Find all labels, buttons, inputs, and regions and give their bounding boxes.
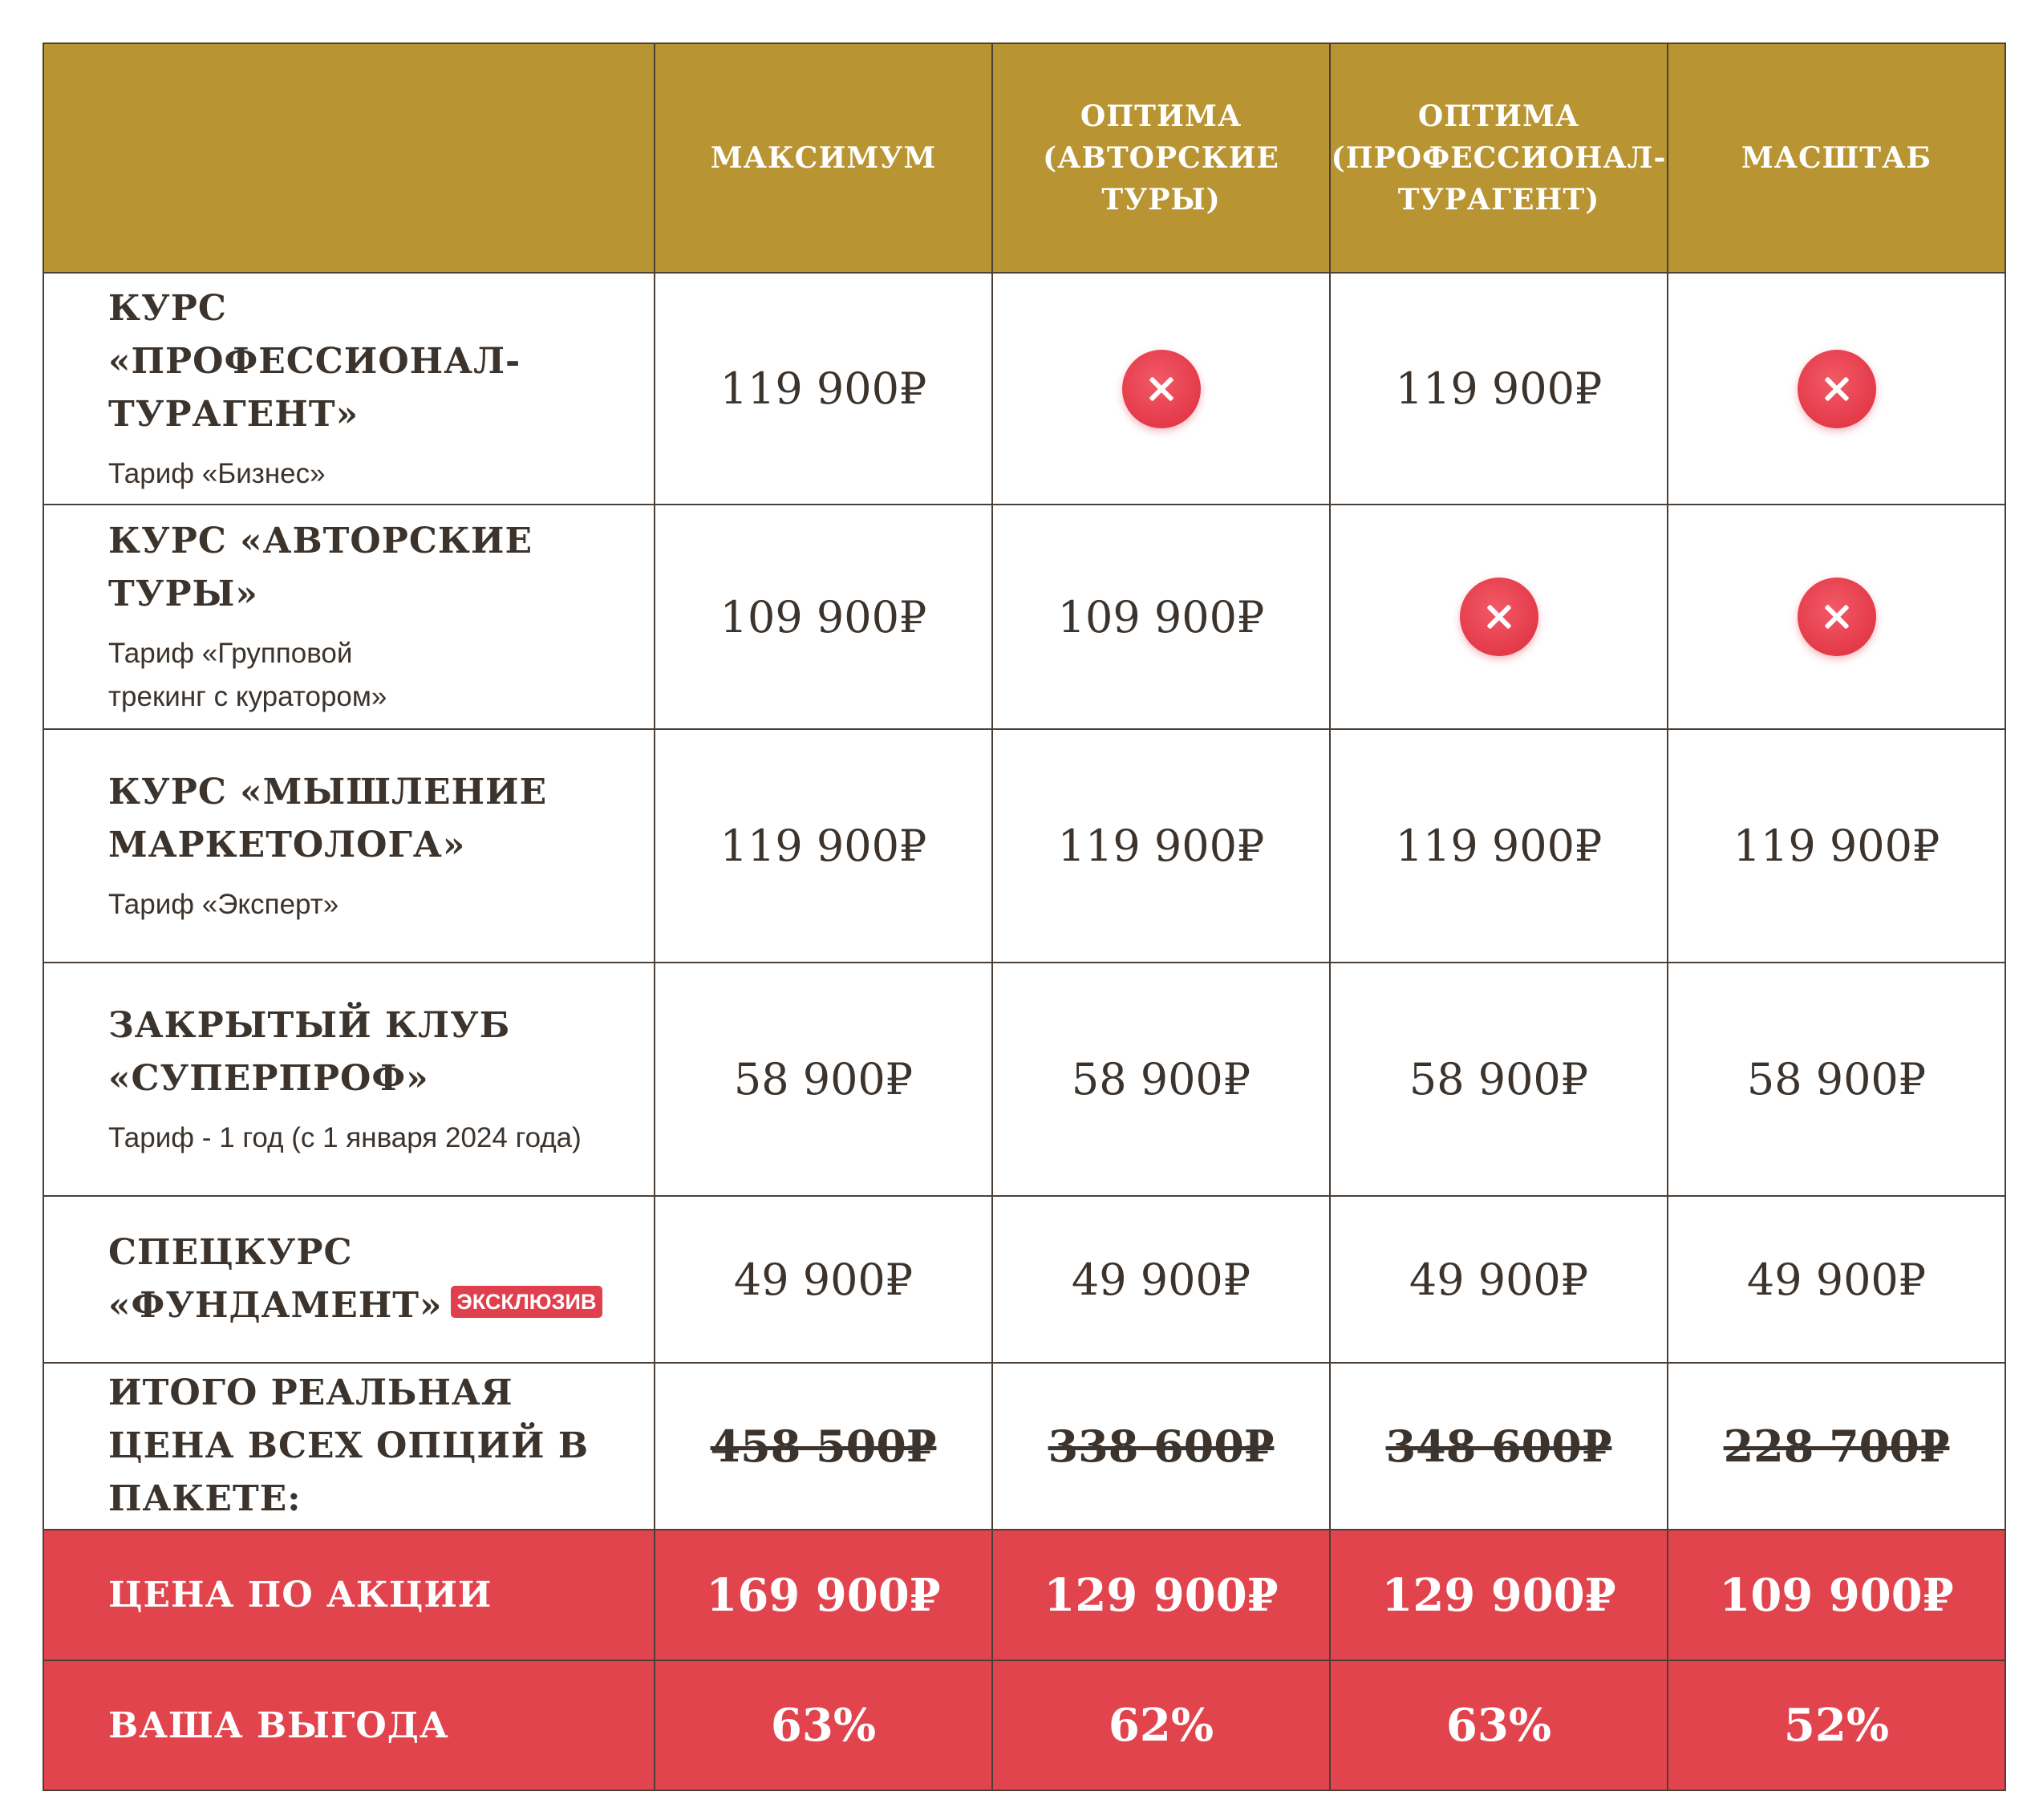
total-price: 338 600₽ xyxy=(1048,1421,1275,1472)
price-cell xyxy=(992,729,1330,963)
row-title xyxy=(108,1226,630,1332)
table-row xyxy=(43,729,2005,963)
total-cell xyxy=(992,1363,1330,1530)
price-value: 58 900₽ xyxy=(1071,1054,1251,1105)
price-cell xyxy=(1330,273,1668,505)
promo-label: ЦЕНА ПО АКЦИИ xyxy=(108,1575,493,1615)
price-cell xyxy=(1668,963,2005,1196)
price-cell xyxy=(1668,729,2005,963)
promo-cell xyxy=(992,1530,1330,1660)
table-row xyxy=(43,505,2005,729)
close-circle-icon xyxy=(1798,578,1876,656)
promo-price: 109 900₽ xyxy=(1719,1568,1954,1622)
price-value: 49 900₽ xyxy=(1409,1254,1589,1305)
price-value: 109 900₽ xyxy=(720,591,927,642)
header-row xyxy=(43,43,2005,273)
price-value: 119 900₽ xyxy=(1395,821,1603,871)
price-cell xyxy=(992,273,1330,505)
table-row xyxy=(43,273,2005,505)
price-value: 58 900₽ xyxy=(1409,1054,1589,1105)
table-row xyxy=(43,1196,2005,1363)
price-value: 58 900₽ xyxy=(733,1054,914,1105)
total-label: ИТОГО РЕАЛЬНАЯ ЦЕНА ВСЕХ ОПЦИЙ В ПАКЕТЕ: xyxy=(108,1372,590,1519)
row-title: КУРС «ПРОФЕССИОНАЛ-ТУРАГЕНТ» xyxy=(108,287,521,435)
price-value: 119 900₽ xyxy=(1733,821,1940,871)
header-corner xyxy=(43,43,655,273)
promo-price: 129 900₽ xyxy=(1381,1568,1616,1622)
promo-cell xyxy=(1330,1530,1668,1660)
price-value: 58 900₽ xyxy=(1746,1054,1927,1105)
benefit-value: 52% xyxy=(1783,1699,1890,1752)
close-circle-icon xyxy=(1122,350,1201,428)
row-title: КУРС «МЫШЛЕНИЕ МАРКЕТОЛОГА» xyxy=(108,771,548,865)
header-maksimum: МАКСИМУМ xyxy=(655,43,992,273)
row-label xyxy=(43,729,655,963)
price-value: 49 900₽ xyxy=(1746,1254,1927,1305)
row-title-text: СПЕЦКУРС «ФУНДАМЕНТ» xyxy=(108,1232,443,1326)
total-price: 458 500₽ xyxy=(710,1421,937,1472)
total-cell xyxy=(1668,1363,2005,1530)
table-row xyxy=(43,963,2005,1196)
benefit-value: 63% xyxy=(1445,1699,1552,1752)
price-cell xyxy=(992,505,1330,729)
benefit-value: 62% xyxy=(1108,1699,1214,1752)
benefit-label: ВАША ВЫГОДА xyxy=(108,1704,449,1746)
price-value: 119 900₽ xyxy=(720,363,927,414)
row-subtitle: Тариф «Бизнес» xyxy=(108,457,326,489)
total-row xyxy=(43,1363,2005,1530)
benefit-cell xyxy=(1330,1660,1668,1790)
price-cell xyxy=(655,963,992,1196)
price-cell xyxy=(655,505,992,729)
price-value: 109 900₽ xyxy=(1057,591,1265,642)
price-value: 119 900₽ xyxy=(1395,363,1603,414)
total-cell xyxy=(1330,1363,1668,1530)
row-title: КУРС «АВТОРСКИЕ ТУРЫ» xyxy=(108,521,533,614)
row-subtitle: Тариф «Групповой трекинг с куратором» xyxy=(108,638,387,712)
price-value: 119 900₽ xyxy=(720,821,927,871)
total-price: 228 700₽ xyxy=(1723,1421,1950,1472)
header-optima-tours: ОПТИМА (АВТОРСКИЕ ТУРЫ) xyxy=(992,43,1330,273)
row-title: ЗАКРЫТЫЙ КЛУБ «СУПЕРПРОФ» xyxy=(108,1004,511,1099)
price-cell xyxy=(655,273,992,505)
price-cell xyxy=(655,729,992,963)
total-cell xyxy=(655,1363,992,1530)
promo-price: 169 900₽ xyxy=(706,1568,941,1622)
row-label xyxy=(43,963,655,1196)
benefit-row xyxy=(43,1660,2005,1790)
exclusive-badge: ЭКСКЛЮЗИВ xyxy=(451,1286,603,1318)
promo-price: 129 900₽ xyxy=(1044,1568,1279,1622)
pricing-table xyxy=(43,43,2006,1791)
price-cell xyxy=(1668,505,2005,729)
price-cell xyxy=(655,1196,992,1363)
price-value: 49 900₽ xyxy=(733,1254,914,1305)
promo-cell xyxy=(1668,1530,2005,1660)
row-label xyxy=(43,1196,655,1363)
close-circle-icon xyxy=(1460,578,1538,656)
price-cell xyxy=(1330,505,1668,729)
row-subtitle: Тариф - 1 год (с 1 января 2024 года) xyxy=(108,1121,582,1153)
row-label xyxy=(43,273,655,505)
price-cell xyxy=(1668,273,2005,505)
total-price: 348 600₽ xyxy=(1385,1421,1612,1472)
benefit-cell xyxy=(655,1660,992,1790)
benefit-cell xyxy=(1668,1660,2005,1790)
total-label-cell xyxy=(43,1363,655,1530)
row-subtitle: Тариф «Эксперт» xyxy=(108,888,339,920)
price-value: 49 900₽ xyxy=(1071,1254,1251,1305)
header-masshtab: МАСШТАБ xyxy=(1668,43,2005,273)
price-cell xyxy=(1330,1196,1668,1363)
price-cell xyxy=(1330,729,1668,963)
benefit-label-cell xyxy=(43,1660,655,1790)
promo-row xyxy=(43,1530,2005,1660)
header-optima-agent: ОПТИМА (ПРОФЕССИОНАЛ-ТУРАГЕНТ) xyxy=(1330,43,1668,273)
benefit-cell xyxy=(992,1660,1330,1790)
close-circle-icon xyxy=(1798,350,1876,428)
price-cell xyxy=(1330,963,1668,1196)
price-cell xyxy=(992,1196,1330,1363)
promo-label-cell xyxy=(43,1530,655,1660)
row-label xyxy=(43,505,655,729)
benefit-value: 63% xyxy=(770,1699,877,1752)
price-cell xyxy=(1668,1196,2005,1363)
price-cell xyxy=(992,963,1330,1196)
price-value: 119 900₽ xyxy=(1057,821,1265,871)
promo-cell xyxy=(655,1530,992,1660)
